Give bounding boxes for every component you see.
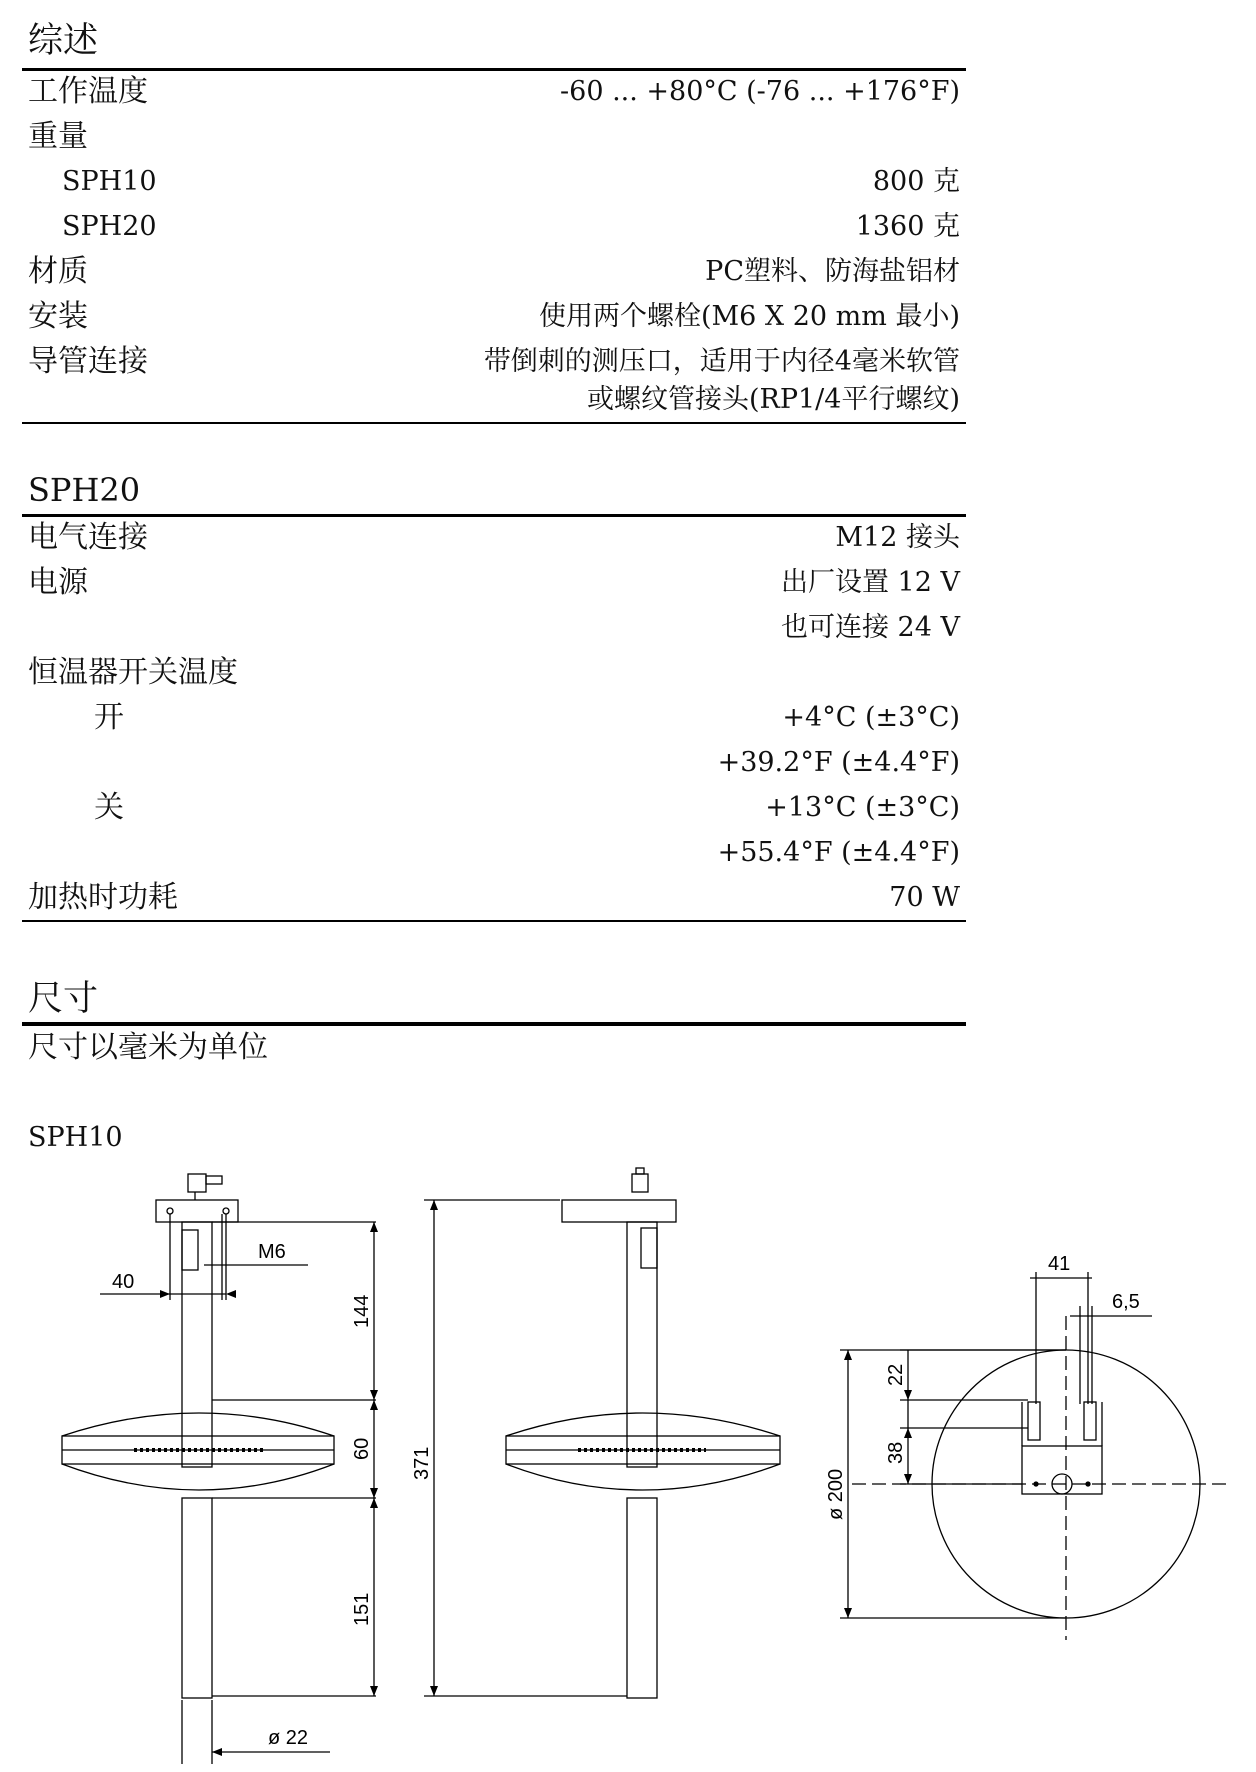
spec-row-heating-power (28, 876, 960, 920)
spec-label: 电源 (28, 565, 88, 600)
spec-value: 800 克 (872, 166, 960, 197)
dim-label: 22 (885, 1363, 907, 1386)
spec-row-power (28, 561, 960, 605)
model-label: SPH10 (28, 1122, 123, 1153)
section-title-dimensions: 尺寸 (28, 979, 99, 1019)
spec-label: SPH10 (62, 166, 157, 197)
spec-row-mounting (28, 295, 960, 339)
spec-label: 关 (94, 790, 124, 825)
spec-value: M12 接头 (835, 522, 960, 553)
side-view (411, 1168, 780, 1698)
dim-label: 151 (351, 1592, 373, 1626)
dim-label: 40 (112, 1271, 135, 1293)
dim-label: 60 (351, 1437, 373, 1460)
spec-value: 使用两个螺栓(M6 X 20 mm 最小) (538, 301, 960, 332)
dim-label: ø 22 (268, 1727, 309, 1749)
spec-label: 重量 (28, 119, 88, 154)
spec-label: 加热时功耗 (28, 880, 178, 915)
spec-value: 1360 克 (855, 211, 960, 242)
spec-row-thermostat-on-f (28, 741, 960, 785)
spec-value: PC塑料、防海盐铝材 (705, 256, 960, 287)
spec-value: -60 ... +80°C (-76 ... +176°F) (560, 76, 960, 107)
spec-row-thermostat-off (28, 786, 960, 830)
unit-note: 尺寸以毫米为单位 (28, 1030, 268, 1065)
spec-label: 电气连接 (28, 520, 148, 555)
spec-label: 恒温器开关温度 (28, 655, 238, 690)
spec-row-thermostat (28, 651, 960, 695)
spec-label: 开 (94, 700, 124, 735)
spec-row-tube-connection-cont (28, 378, 960, 422)
spec-row-weight-sph10 (28, 160, 960, 204)
spec-value: +4°C (±3°C) (782, 702, 960, 733)
dim-label: 6,5 (1112, 1291, 1140, 1313)
spec-row-thermostat-on (28, 696, 960, 740)
spec-row-weight-sph20 (28, 205, 960, 249)
spec-value: 带倒刺的测压口，适用于内径4毫米软管 (483, 346, 960, 377)
spec-value: 也可连接 24 V (780, 612, 960, 643)
spec-row-weight (28, 115, 960, 159)
dim-label: 371 (411, 1446, 433, 1480)
dim-label: 38 (885, 1441, 907, 1464)
spec-label: 安装 (28, 299, 88, 334)
front-view (62, 1174, 378, 1764)
dim-label: M6 (258, 1241, 286, 1263)
spec-value: +55.4°F (±4.4°F) (717, 837, 960, 868)
spec-label: 导管连接 (28, 344, 148, 379)
spec-label: SPH20 (62, 211, 157, 242)
section-end-rule (22, 422, 966, 424)
spec-row-electrical (28, 516, 960, 560)
dimension-drawing (0, 1160, 1256, 1772)
section-end-rule (22, 920, 966, 922)
section-title-sph20: SPH20 (28, 471, 141, 509)
spec-row-operating-temp (28, 70, 960, 114)
spec-row-material (28, 250, 960, 294)
spec-label: 工作温度 (28, 74, 148, 109)
spec-row-power-alt (28, 606, 960, 650)
spec-value: +39.2°F (±4.4°F) (717, 747, 960, 778)
spec-value: 或螺纹管接头(RP1/4平行螺纹) (586, 384, 960, 415)
section-title-general: 综述 (28, 21, 99, 61)
dim-label: ø 200 (825, 1468, 847, 1520)
spec-label: 材质 (28, 254, 88, 289)
top-view (825, 1253, 1226, 1640)
spec-value: +13°C (±3°C) (765, 792, 960, 823)
spec-row-thermostat-off-f (28, 831, 960, 875)
spec-value: 出厂设置 12 V (780, 567, 960, 598)
spec-value: 70 W (889, 882, 960, 913)
dim-label: 41 (1048, 1253, 1071, 1275)
dim-label: 144 (351, 1294, 373, 1328)
